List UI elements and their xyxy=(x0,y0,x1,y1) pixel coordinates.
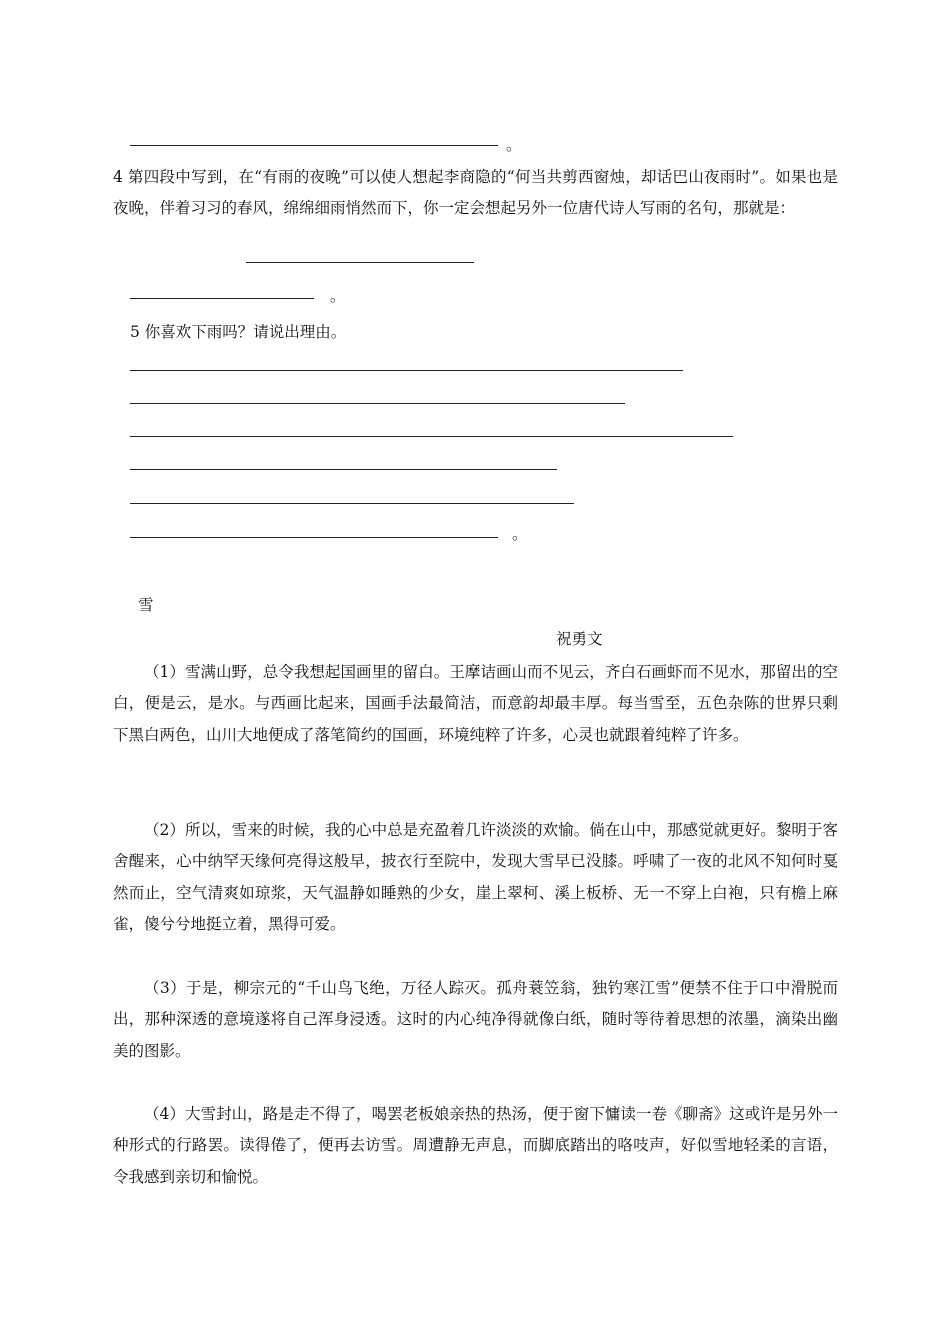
q4-answer-line-1[interactable] xyxy=(246,262,474,263)
article-paragraph-1: （1）雪满山野，总令我想起国画里的留白。王摩诘画山而不见云，齐白石画虾而不见水，那留出的空白，便是云，是水。与西画比起来，国画手法最简洁，而意韵却最丰厚。每当雪至，五色杂陈的世界只剩下黑白两色，山川大地便成了落笔简约的国画，环境纯粹了许多，心灵也就跟着纯粹了许多。 xyxy=(113,663,838,744)
article-title: 雪 xyxy=(138,596,154,614)
article-paragraph-4: （4）大雪封山，路是走不得了，喝罢老板娘亲热的热汤，便于窗下慵读一卷《聊斋》这或许是另外一种形式的行路罢。读得倦了，便再去访雪。周遭静无声息，而脚底踏出的咯吱声，好似雪地轻柔的言语，令我感到亲切和愉悦。 xyxy=(113,1105,838,1186)
q4-end-mark: 。 xyxy=(330,287,346,305)
q5-answer-line-4[interactable] xyxy=(130,469,557,470)
q3-answer-line[interactable] xyxy=(130,145,498,146)
article-paragraph-2: （2）所以，雪来的时候，我的心中总是充盈着几许淡淡的欢愉。倘在山中，那感觉就更好。黎明于客舍醒来，心中纳罕天缘何亮得这般早，披衣行至院中，发现大雪早已没膝。呼啸了一夜的北风不知何时戛然而止，空气清爽如琼浆，天气温静如睡熟的少女，崖上翠柯、溪上板桥、无一不穿上白袍，只有檐上麻雀，傻兮兮地挺立着，黑得可爱。 xyxy=(113,821,838,933)
q5-end-mark: 。 xyxy=(512,525,528,543)
q5-answer-line-1[interactable] xyxy=(130,370,683,371)
q5-question: 5 你喜欢下雨吗？请说出理由。 xyxy=(130,323,347,341)
q5-answer-line-6[interactable] xyxy=(130,537,498,538)
q5-answer-line-5[interactable] xyxy=(130,503,574,504)
q4-question xyxy=(113,162,838,225)
q3-end-mark: 。 xyxy=(506,136,522,154)
article-author: 祝勇文 xyxy=(556,630,603,648)
q5-answer-line-3[interactable] xyxy=(130,436,733,437)
article-paragraph-3: （3）于是，柳宗元的“千山鸟飞绝，万径人踪灭。孤舟蓑笠翁，独钓寒江雪”便禁不住于口中滑脱而出，那种深透的意境遂将自己浑身浸透。这时的内心纯净得就像白纸，随时等待着思想的浓墨，滴染出幽美的图影。 xyxy=(113,979,838,1060)
q5-answer-line-2[interactable] xyxy=(130,403,625,404)
q4-text: 4 第四段中写到，在“有雨的夜晚”可以使人想起李商隐的“何当共剪西窗烛，却话巴山夜雨时”。如果也是夜晚，伴着习习的春风，绵绵细雨悄然而下，你一定会想起另外一位唐代诗人写雨的名句，那就是： xyxy=(113,168,838,218)
q4-answer-line-2[interactable] xyxy=(130,298,314,299)
